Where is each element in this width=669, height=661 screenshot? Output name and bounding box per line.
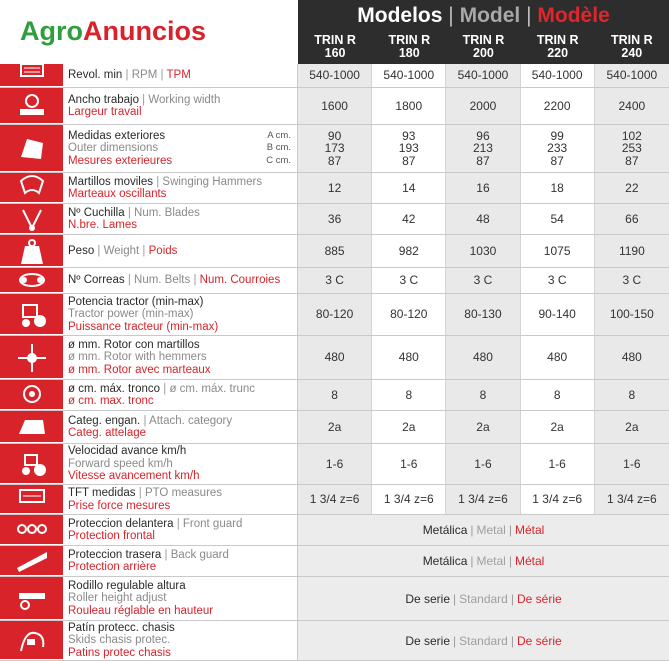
value-cell: 8	[521, 380, 595, 410]
label-sep: |	[163, 382, 167, 395]
label-es: Categ. engan.	[68, 414, 141, 427]
agroanuncios-logo	[20, 16, 206, 47]
tractor-speed-icon	[15, 449, 49, 479]
value-cell: 54	[521, 204, 595, 234]
label-en: Front guard	[182, 517, 243, 530]
value-cell: 2a	[372, 411, 446, 443]
row-label	[64, 485, 298, 514]
model-header	[446, 32, 520, 64]
label-sep: |	[127, 206, 131, 219]
value-cell: 14	[372, 173, 446, 203]
row-values	[298, 125, 669, 172]
spec-row	[0, 546, 669, 577]
spec-row	[0, 621, 669, 661]
row-values	[298, 294, 669, 335]
value-fr: Métal	[514, 523, 545, 537]
label-en: Back guard	[170, 548, 229, 561]
title-en: Model	[459, 4, 521, 27]
row-values	[298, 88, 669, 124]
value-cell: 1 3/4 z=6	[298, 485, 372, 514]
row-label	[64, 235, 298, 267]
label-fr: Largeur travail	[68, 106, 142, 118]
label-es: ø cm. máx. tronco	[68, 382, 161, 395]
blade-icon	[15, 204, 49, 234]
merged-value	[298, 621, 669, 660]
label-en: Forward speed km/h	[68, 457, 173, 470]
value-line: 87	[402, 153, 416, 168]
label-fr: Protection arrière	[68, 561, 157, 573]
value-cell: 8	[372, 380, 446, 410]
label-sep: |	[176, 517, 180, 530]
value-cell: 1 3/4 z=6	[446, 485, 520, 514]
label-sep: |	[127, 274, 131, 287]
value-cell: 540-1000	[521, 64, 595, 87]
model-columns	[298, 32, 669, 64]
label-fr: Vitesse avancement km/h	[68, 470, 200, 483]
value-cell: 1-6	[372, 444, 446, 484]
hammer-icon	[15, 173, 49, 203]
value-line: 173	[324, 141, 345, 156]
label-es: Medidas exteriores	[68, 129, 166, 142]
label-fr: Marteaux oscillants	[68, 188, 167, 200]
value-cell: 80-120	[372, 294, 446, 335]
model-number: 240	[621, 46, 643, 60]
value-sep: |	[470, 523, 474, 537]
model-name: TRIN R	[314, 33, 356, 47]
row-label	[64, 336, 298, 379]
label-line	[68, 245, 297, 258]
spec-row	[0, 336, 669, 380]
value-cell: 100-150	[595, 294, 669, 335]
label-es: Revol. min	[68, 69, 123, 82]
value-cell: 2400	[595, 88, 669, 124]
value-cell: 3 C	[595, 268, 669, 293]
value-cell: 2a	[298, 411, 372, 443]
mulcher-dimensions-icon	[15, 133, 49, 163]
model-name: TRIN R	[611, 33, 653, 47]
dimension-key: C cm.	[266, 154, 291, 166]
value-line: 90	[327, 128, 342, 143]
trunk-diameter-icon	[15, 380, 49, 410]
value-cell: 540-1000	[372, 64, 446, 87]
row-icon-cell	[0, 125, 64, 172]
dimension-key: A cm.	[267, 129, 291, 141]
spec-row	[0, 294, 669, 336]
value-sep: |	[453, 591, 457, 606]
weight-icon	[15, 236, 49, 266]
tractor-power-icon	[15, 299, 49, 329]
label-es: TFT medidas	[68, 487, 136, 499]
spec-row	[0, 577, 669, 621]
label-sep: |	[156, 175, 160, 188]
label-sep: |	[193, 274, 197, 287]
value-fr: De série	[516, 633, 562, 648]
row-values	[298, 411, 669, 443]
value-cell: 1600	[298, 88, 372, 124]
label-fr: Mesures exterieures	[68, 154, 173, 167]
value-sep: |	[510, 633, 514, 648]
label-sep: |	[164, 548, 168, 561]
value-cell: 480	[595, 336, 669, 379]
spec-table	[0, 64, 669, 661]
value-cell: 42	[372, 204, 446, 234]
value-es: De serie	[405, 633, 451, 648]
value-cell: 18	[521, 173, 595, 203]
label-sep: |	[160, 69, 164, 82]
spec-row	[0, 64, 669, 88]
label-en: Working width	[148, 93, 221, 106]
label-es: Martillos moviles	[68, 175, 153, 188]
value-line: 99	[550, 128, 564, 143]
row-label	[64, 294, 298, 335]
value-cell: 3 C	[446, 268, 520, 293]
row-label	[64, 380, 298, 410]
label-es: Proteccion trasera	[68, 548, 162, 561]
model-header	[298, 32, 372, 64]
row-values	[298, 173, 669, 203]
value-sep: |	[508, 523, 512, 537]
row-icon-cell	[0, 64, 64, 87]
value-cell: 1-6	[298, 444, 372, 484]
row-label	[64, 125, 298, 172]
row-values	[298, 444, 669, 484]
spec-row	[0, 235, 669, 268]
value-cell: 1 3/4 z=6	[595, 485, 669, 514]
spec-row	[0, 88, 669, 125]
value-cell: 480	[298, 336, 372, 379]
label-fr: TPM	[166, 69, 191, 82]
logo-part-agro: Agro	[20, 16, 83, 46]
model-number: 180	[398, 46, 420, 60]
label-es: Velocidad avance km/h	[68, 445, 187, 458]
label-sep: |	[125, 69, 129, 82]
row-label	[64, 204, 298, 234]
value-cell: 2a	[595, 411, 669, 443]
value-cell: 540-1000	[446, 64, 520, 87]
logo-part-anuncios: Anuncios	[83, 16, 207, 46]
row-label	[64, 515, 298, 545]
value-cell	[595, 125, 669, 172]
value-cell: 8	[446, 380, 520, 410]
value-cell	[372, 125, 446, 172]
model-number: 200	[473, 46, 494, 60]
label-fr: Categ. attelage	[68, 427, 147, 439]
dimension-key: B cm.	[266, 142, 291, 154]
working-width-icon	[15, 91, 49, 121]
value-cell: 1-6	[521, 444, 595, 484]
row-values	[298, 268, 669, 293]
value-cell: 80-130	[446, 294, 520, 335]
value-cell: 540-1000	[595, 64, 669, 87]
value-line: 102	[621, 128, 642, 143]
value-line: 233	[547, 141, 568, 156]
label-en: PTO measures	[144, 487, 223, 499]
label-en: Weight	[103, 244, 140, 257]
value-es: De serie	[405, 591, 451, 606]
value-cell: 1800	[372, 88, 446, 124]
value-en: Metal	[476, 554, 506, 568]
row-label	[64, 268, 298, 293]
value-cell: 48	[446, 204, 520, 234]
value-cell: 480	[446, 336, 520, 379]
label-fr: Patins protec chasis	[68, 646, 171, 659]
value-line: 87	[476, 153, 490, 168]
model-header	[521, 32, 595, 64]
row-label	[64, 577, 298, 620]
value-cell: 480	[372, 336, 446, 379]
row-icon-cell	[0, 173, 64, 203]
value-cell	[521, 125, 595, 172]
label-es: Peso	[68, 244, 95, 257]
label-line	[68, 274, 297, 287]
value-cell: 2a	[521, 411, 595, 443]
label-fr: ø cm. max. tronc	[68, 395, 154, 407]
value-en: Standard	[459, 591, 508, 606]
row-icon-cell	[0, 268, 64, 293]
row-values	[298, 204, 669, 234]
merged-value	[298, 546, 669, 576]
label-sep: |	[97, 244, 101, 257]
spec-row	[0, 411, 669, 444]
value-cell: 2a	[446, 411, 520, 443]
value-cell: 982	[372, 235, 446, 267]
label-en: ø cm. máx. trunc	[169, 382, 256, 395]
value-cell: 22	[595, 173, 669, 203]
row-icon-cell	[0, 444, 64, 484]
title-sep: |	[448, 4, 454, 27]
row-icon-cell	[0, 235, 64, 267]
label-es: ø mm. Rotor con martillos	[68, 338, 200, 351]
value-cell	[446, 125, 520, 172]
spec-row	[0, 444, 669, 485]
value-cell: 3 C	[372, 268, 446, 293]
label-en: Attach. category	[149, 414, 233, 427]
value-sep: |	[510, 591, 514, 606]
label-fr: Rouleau réglable en hauteur	[68, 604, 214, 617]
value-cell	[298, 125, 372, 172]
label-en: Roller height adjust	[68, 592, 167, 605]
value-line: 96	[476, 128, 490, 143]
spec-row	[0, 204, 669, 235]
label-sep: |	[142, 244, 146, 257]
row-values	[298, 235, 669, 267]
value-cell: 36	[298, 204, 372, 234]
value-cell: 1075	[521, 235, 595, 267]
rear-guard-icon	[15, 546, 49, 576]
row-label	[64, 64, 298, 87]
value-sep: |	[453, 633, 457, 648]
merged-value	[298, 515, 669, 545]
roller-icon	[15, 583, 49, 613]
pto-speed-icon	[15, 60, 49, 90]
label-fr: Puissance tracteur (min-max)	[68, 320, 219, 333]
dimension-keys	[266, 125, 291, 172]
model-name: TRIN R	[462, 33, 505, 47]
row-label	[64, 444, 298, 484]
value-en: Standard	[459, 633, 508, 648]
row-label	[64, 546, 298, 576]
row-values	[298, 336, 669, 379]
label-es: Rodillo regulable altura	[68, 579, 186, 592]
value-cell: 2000	[446, 88, 520, 124]
label-fr: Num. Courroies	[199, 274, 281, 287]
row-icon-cell	[0, 485, 64, 514]
model-name: TRIN R	[388, 33, 431, 47]
value-cell: 1190	[595, 235, 669, 267]
model-name: TRIN R	[536, 33, 579, 47]
value-cell: 885	[298, 235, 372, 267]
spec-row	[0, 485, 669, 515]
label-sep: |	[138, 487, 142, 499]
spec-row	[0, 173, 669, 204]
pto-shaft-icon	[15, 484, 49, 514]
rotor-icon	[15, 342, 49, 372]
model-number: 220	[547, 46, 569, 60]
label-en: Swinging Hammers	[162, 175, 263, 188]
row-icon-cell	[0, 411, 64, 443]
row-label	[64, 411, 298, 443]
value-cell: 8	[595, 380, 669, 410]
label-sep: |	[142, 93, 146, 106]
row-values	[298, 380, 669, 410]
label-line	[68, 176, 297, 189]
label-es: Nº Correas	[68, 274, 125, 287]
value-cell: 1-6	[446, 444, 520, 484]
row-icon-cell	[0, 621, 64, 660]
value-line: 213	[472, 141, 493, 156]
label-line	[68, 207, 297, 220]
value-fr: Métal	[514, 554, 545, 568]
label-line	[68, 415, 297, 428]
label-es: Proteccion delantera	[68, 517, 174, 530]
label-line	[68, 549, 297, 562]
title-es: Modelos	[357, 4, 443, 27]
label-fr: Poids	[148, 244, 178, 257]
value-cell: 12	[298, 173, 372, 203]
value-cell: 1030	[446, 235, 520, 267]
value-cell: 16	[446, 173, 520, 203]
title-sep: |	[526, 4, 532, 27]
models-title	[298, 4, 669, 28]
spec-row	[0, 515, 669, 546]
label-es: Potencia tractor (min-max)	[68, 295, 204, 308]
label-line	[68, 383, 297, 396]
value-line: 93	[402, 128, 416, 143]
row-values	[298, 485, 669, 514]
label-fr: Prise force mesures	[68, 499, 171, 512]
hitch-category-icon	[15, 412, 49, 442]
merged-value	[298, 577, 669, 620]
title-fr: Modèle	[537, 4, 610, 27]
value-line: 253	[621, 141, 642, 156]
value-line: 193	[398, 141, 419, 156]
row-icon-cell	[0, 294, 64, 335]
row-label	[64, 88, 298, 124]
label-sep: |	[143, 414, 147, 427]
value-cell: 8	[298, 380, 372, 410]
value-es: Metálica	[422, 523, 468, 537]
row-icon-cell	[0, 380, 64, 410]
model-header	[372, 32, 446, 64]
value-line: 87	[550, 153, 564, 168]
value-line: 87	[327, 153, 342, 168]
label-en: Tractor power (min-max)	[68, 308, 194, 321]
label-line	[68, 518, 297, 531]
skids-icon	[15, 625, 49, 655]
row-icon-cell	[0, 577, 64, 620]
model-header	[595, 32, 669, 64]
row-icon-cell	[0, 546, 64, 576]
value-cell: 80-120	[298, 294, 372, 335]
belt-icon	[15, 265, 49, 295]
value-cell: 1 3/4 z=6	[521, 485, 595, 514]
value-cell: 540-1000	[298, 64, 372, 87]
value-cell: 90-140	[521, 294, 595, 335]
value-sep: |	[470, 554, 474, 568]
label-es: Patín protecc. chasis	[68, 621, 175, 634]
row-icon-cell	[0, 515, 64, 545]
row-icon-cell	[0, 204, 64, 234]
value-en: Metal	[476, 523, 506, 537]
value-cell: 3 C	[298, 268, 372, 293]
value-cell: 66	[595, 204, 669, 234]
label-line	[68, 69, 297, 82]
value-cell: 3 C	[521, 268, 595, 293]
spec-row	[0, 380, 669, 411]
spec-row	[0, 125, 669, 173]
spec-row	[0, 268, 669, 294]
label-fr: ø mm. Rotor avec marteaux	[68, 363, 211, 376]
label-en: ø mm. Rotor with hemmers	[68, 351, 207, 364]
value-cell: 1-6	[595, 444, 669, 484]
row-label	[64, 173, 298, 203]
value-es: Metálica	[422, 554, 468, 568]
value-sep: |	[508, 554, 512, 568]
label-line	[68, 94, 297, 107]
row-icon-cell	[0, 88, 64, 124]
label-fr: Protection frontal	[68, 530, 155, 542]
label-fr: N.bre. Lames	[68, 219, 138, 231]
label-en: Outer dimensions	[68, 142, 159, 155]
value-cell: 2200	[521, 88, 595, 124]
label-line	[68, 487, 297, 500]
chain-guard-icon	[15, 515, 49, 545]
label-en: Num. Blades	[134, 206, 200, 219]
label-es: Ancho trabajo	[68, 93, 139, 106]
model-number: 160	[324, 46, 346, 60]
value-cell: 480	[521, 336, 595, 379]
label-es: Nº Cuchilla	[68, 206, 125, 219]
row-values	[298, 64, 669, 87]
value-line: 87	[625, 153, 639, 168]
models-header	[298, 0, 669, 64]
row-label	[64, 621, 298, 660]
label-en: Num. Belts	[134, 274, 191, 287]
value-cell: 1 3/4 z=6	[372, 485, 446, 514]
label-en: Skids chasis protec.	[68, 634, 171, 647]
label-en: RPM	[131, 69, 158, 82]
row-icon-cell	[0, 336, 64, 379]
value-fr: De série	[516, 591, 562, 606]
